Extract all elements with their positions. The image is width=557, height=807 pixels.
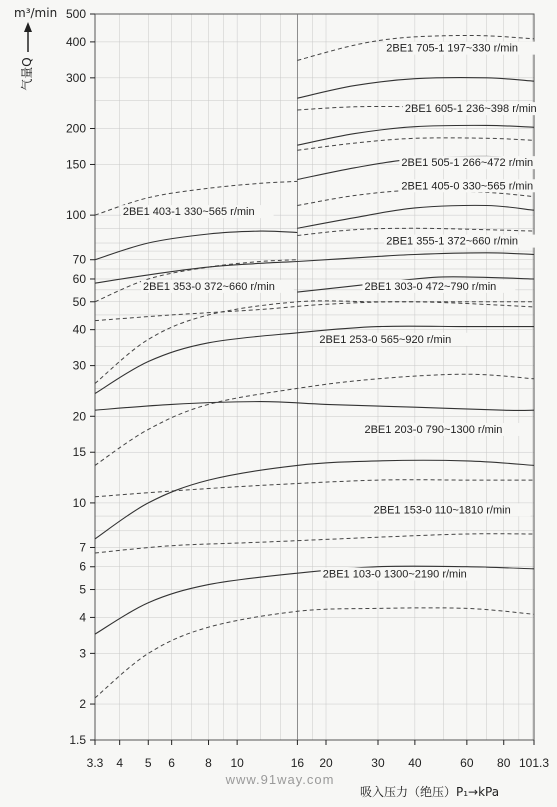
x-tick-label: 40 bbox=[408, 756, 422, 770]
y-tick-label: 5 bbox=[79, 582, 86, 597]
series-9-max-curve bbox=[95, 374, 534, 465]
x-tick-label: 4 bbox=[116, 756, 124, 770]
x-tick-label: 10 bbox=[230, 756, 244, 770]
series-label-7: 2BE1 303-0 472~790 r/min bbox=[364, 280, 497, 293]
series-9-min-curve bbox=[95, 402, 534, 411]
y-tick-label: 15 bbox=[72, 445, 86, 460]
series-10-min-curve bbox=[95, 460, 534, 539]
y-axis-arrow bbox=[24, 22, 32, 52]
series-2-max-curve bbox=[297, 138, 534, 150]
series-lines bbox=[95, 35, 534, 697]
series-label-2: 2BE1 505-1 266~472 r/min bbox=[401, 157, 534, 170]
y-tick-label: 6 bbox=[79, 559, 86, 574]
y-tick-label: 150 bbox=[65, 157, 86, 172]
series-label-0: 2BE1 705-1 197~330 r/min bbox=[386, 42, 519, 55]
y-axis-title: 气量Q bbox=[20, 57, 34, 91]
y-tick-label: 60 bbox=[72, 271, 86, 286]
series-3-min-curve bbox=[297, 205, 534, 228]
series-5-max-curve bbox=[297, 228, 534, 235]
x-tick-label: 3.3 bbox=[86, 756, 104, 770]
y-tick-label: 7 bbox=[79, 540, 86, 555]
x-tick-label: 8 bbox=[205, 756, 212, 770]
series-label-9: 2BE1 203-0 790~1300 r/min bbox=[364, 423, 503, 436]
series-labels bbox=[121, 42, 556, 581]
y-tick-label: 3 bbox=[79, 646, 86, 661]
x-tick-label: 20 bbox=[319, 756, 333, 770]
series-4-min-curve bbox=[95, 231, 297, 260]
x-tick-label: 30 bbox=[371, 756, 385, 770]
series-10-max-curve bbox=[95, 480, 534, 497]
x-tick-label: 101.3 bbox=[518, 756, 550, 770]
y-tick-label: 40 bbox=[72, 322, 86, 337]
watermark: www.91way.com bbox=[225, 772, 335, 787]
series-5-min-curve bbox=[297, 253, 534, 262]
y-tick-label: 70 bbox=[72, 252, 86, 267]
y-tick-label: 30 bbox=[72, 358, 86, 373]
y-tick-label: 500 bbox=[65, 7, 86, 21]
series-label-8: 2BE1 253-0 565~920 r/min bbox=[319, 333, 452, 346]
y-tick-label: 100 bbox=[65, 208, 86, 223]
x-tick-label: 6 bbox=[168, 756, 175, 770]
x-tick-label: 60 bbox=[460, 756, 474, 770]
series-12-max-curve bbox=[95, 608, 534, 698]
series-0-min-curve bbox=[297, 78, 534, 99]
x-axis-title: 吸入压力（绝压）P₁→kPa bbox=[360, 785, 500, 799]
series-label-4: 2BE1 403-1 330~565 r/min bbox=[122, 206, 255, 219]
y-tick-label: 20 bbox=[72, 409, 86, 424]
x-tick-label: 80 bbox=[497, 756, 511, 770]
series-label-10: 2BE1 153-0 110~1810 r/min bbox=[373, 504, 511, 517]
y-tick-label: 2 bbox=[79, 697, 86, 712]
x-tick-label: 5 bbox=[144, 756, 152, 770]
y-tick-label: 300 bbox=[65, 70, 86, 85]
series-3-max-curve bbox=[297, 190, 534, 205]
series-label-3: 2BE1 405-0 330~565 r/min bbox=[401, 180, 534, 193]
series-11-max-curve bbox=[95, 534, 534, 553]
y-tick-label: 4 bbox=[79, 610, 86, 625]
series-label-5: 2BE1 355-1 372~660 r/min bbox=[386, 235, 519, 248]
y-tick-label: 400 bbox=[65, 34, 86, 49]
series-label-1: 2BE1 605-1 236~398 r/min bbox=[404, 103, 537, 116]
y-unit-label: m³/min bbox=[14, 6, 58, 20]
y-tick-label: 10 bbox=[72, 495, 86, 510]
plot-frame bbox=[95, 14, 534, 740]
series-8-max-curve bbox=[95, 302, 534, 321]
y-tick-label: 200 bbox=[65, 121, 86, 136]
series-label-6: 2BE1 353-0 372~660 r/min bbox=[143, 280, 275, 293]
grid bbox=[95, 14, 534, 740]
y-tick-label: 50 bbox=[72, 294, 86, 309]
x-tick-label: 16 bbox=[290, 756, 305, 770]
series-label-11: 2BE1 103-0 1300~2190 r/min bbox=[322, 568, 467, 581]
y-tick-label: 1.5 bbox=[69, 733, 86, 747]
axis-titles bbox=[14, 6, 499, 799]
